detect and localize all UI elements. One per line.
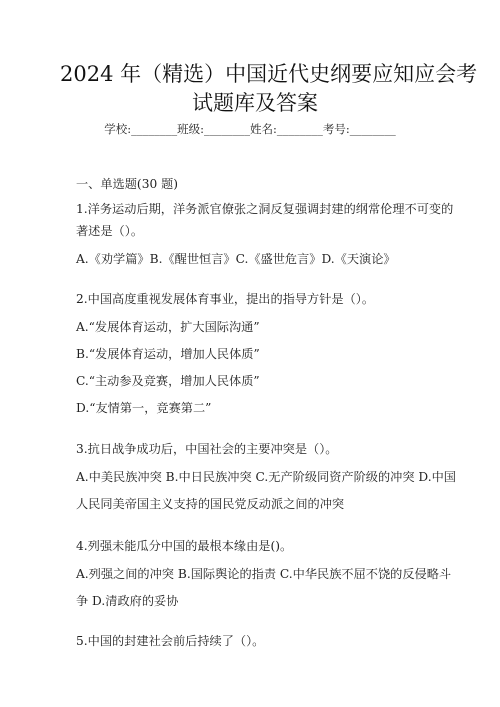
- question-1-options: A.《劝学篇》B.《醒世恒言》C.《盛世危言》D.《天演论》: [76, 252, 396, 266]
- question-2-option-b: B.“发展体育运动，增加人民体质”: [76, 347, 260, 361]
- question-2-option-a: A.“发展体育运动，扩大国际沟通”: [76, 320, 260, 334]
- question-3-options-line-2: 人民同美帝国主义支持的国民党反动派之间的冲突: [76, 497, 345, 511]
- question-2-text: 2.中国高度重视发展体育事业，提出的指导方针是（）。: [76, 292, 375, 306]
- question-1-text-line-2: 著述是（）。: [76, 224, 144, 238]
- question-3-text: 3.抗日战争成功后，中国社会的主要冲突是（）。: [76, 442, 338, 456]
- question-4-options-line-2: 争 D.清政府的妥协: [76, 594, 179, 608]
- question-1-text-line-1: 1.洋务运动后期，洋务派官僚张之洞反复强调封建的纲常伦理不可变的: [76, 202, 454, 216]
- question-4-options-line-1: A.列强之间的冲突 B.国际舆论的指责 C.中华民族不屈不饶的反侵略斗: [76, 567, 452, 581]
- student-info-line: 学校:________班级:________姓名:________考号:________: [104, 122, 396, 136]
- question-5-text: 5.中国的封建社会前后持续了（）。: [76, 634, 265, 648]
- section-heading: 一、单选题(30 题): [76, 177, 179, 191]
- question-3-options-line-1: A.中美民族冲突 B.中日民族冲突 C.无产阶级同资产阶级的冲突 D.中国: [76, 470, 456, 484]
- question-2-option-d: D.“友情第一，竞赛第二”: [76, 401, 212, 415]
- document-title-line-1: 2024 年（精选）中国近代史纲要应知应会考: [60, 62, 478, 86]
- document-title-line-2: 试题库及答案: [192, 91, 318, 115]
- question-2-option-c: C.“主动参及竞赛，增加人民体质”: [76, 374, 260, 388]
- question-4-text: 4.列强未能瓜分中国的最根本缘由是()。: [76, 539, 293, 553]
